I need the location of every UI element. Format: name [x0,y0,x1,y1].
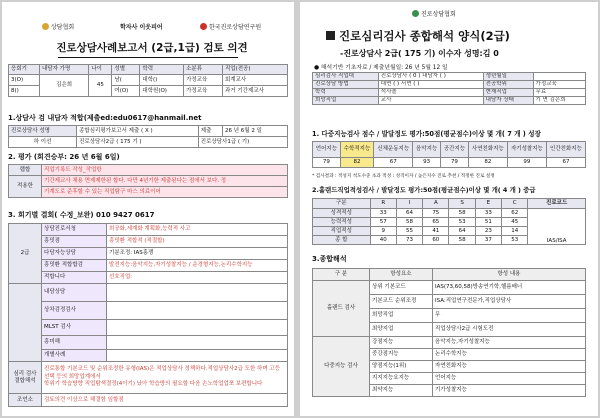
table-cell: 중강점지능 [370,349,433,361]
table-row [313,281,586,295]
table-cell: 64 [449,227,475,236]
table-cell: 상위 기본코드 [370,281,433,295]
table-cell: 65 [423,218,449,227]
title-underline [58,57,238,58]
table-cell: 학력 [313,89,379,97]
table-cell: 하 이선 [9,137,77,148]
table-cell: 진로통합 기본코드 및 순위조정한 유형(IAS)은 적업상담사 정책하다.적업상담사2급 도한 하며 고등선택 등의 희망업계에서 학위기 학습방향 직업탐색결정(4이기) 났아 학습방의 필요할 다음 손노학업업쪼 보편합니다 [42,362,288,394]
table-cell: 생년월일 [483,73,533,81]
table-row [313,269,586,281]
logo-partner: 학자사 이웃피어 [120,24,163,31]
section-3-heading: 3. 희기별 결회( 수정_보완) 010 9427 0617 [8,211,155,219]
table-row [9,65,288,75]
table-cell: 26 년 6월 2 일 [222,126,287,137]
table-cell: 14 [502,227,528,236]
table-cell: 흥밋환 적합합검 [42,260,107,272]
table-cell: 소분류 [184,65,223,75]
table-cell: 33 [475,209,501,218]
table-row [313,209,586,218]
table-cell: 53 [502,236,528,245]
summary-section-heading: 3.종합해석 [312,255,347,263]
table-cell: 대학원(O) [140,86,184,97]
section-1-heading: 1.상담사 검 내담자 적합(제출ed:edu0617@hanmail.net [8,114,202,122]
table-cell: 강점지능 [370,337,433,349]
table-cell: 93 [413,158,441,168]
table-row [313,142,586,158]
section-2-heading: 2. 평가 (희견승부: 26 년 6월 6일) [8,153,120,161]
multiple-intelligence-table [312,141,586,168]
table-cell: 전공학위 [483,81,533,89]
table-row [9,362,288,394]
table-cell: 성격적성 [313,209,371,218]
table-cell: 82 [468,158,507,168]
table-cell: 희망직업 [313,97,379,105]
table-cell: 항성요소 [370,269,433,281]
table-cell: 진로상담사 ( 0 ) 내담자 ( ) [378,73,483,81]
table-cell: 상차검정검사 [42,302,107,320]
table-cell: 랩합 [9,165,42,176]
table-cell: 현재직업 [483,89,533,97]
holland-table [312,198,586,245]
table-cell: 희망직업 [370,309,433,323]
table-row [313,97,586,105]
table-cell: 회계교사 [222,75,287,86]
table-cell: C [502,199,528,209]
logo-mark-icon [42,23,49,30]
table-cell: 58 [449,209,475,218]
table-cell: 40 [370,236,396,245]
table-cell: 자기성찰지능 [507,142,546,158]
table-row [9,137,288,148]
table-row [313,81,586,89]
table-cell: 자연친화지능 [433,361,586,373]
table-row [9,224,288,236]
table-cell: 진로상담사2급 ( 175 기 ) [77,137,199,148]
table-cell: IAS(73,60,58)방송연기학,헬름배너 [433,281,586,295]
table-cell: 가정교육 [184,86,223,97]
table-cell: 기 면 김은희 [533,97,586,105]
table-cell: 기분조정: IAS홍쟁 [107,248,288,260]
table-cell: 82 [340,158,373,168]
table-cell: 구분 [313,199,371,209]
table-row [9,350,288,362]
mi-note: * 검사결과 : 적성지 척도수준 초과 적성 : 성격이자 / 높은지수 진로 추천 / 적정한 진로 설정 [312,174,495,179]
table-cell: E [475,199,501,209]
table-cell: 직업상담사2급 시험도전 [433,323,586,337]
table-cell: 67 [374,158,413,168]
table-cell: ISA:직업연구전문가,직업상담사 [433,295,586,309]
table-cell: 다담자능상담 [42,248,107,260]
table-cell: 개별사례 [42,350,107,362]
mi-section-heading: 1. 다중지능검사 점수 / 발달정도 평가:50점(평균점수)이상 몇 개( 7 개 ) 성장 [312,130,541,138]
table-cell: 대학() [140,75,184,86]
table-cell: 발전지능:음악지능,자기성찰지능 / 운경형지능,논리수학지능 [107,260,288,272]
table-cell: 논리수학지능 [433,349,586,361]
table-row [9,320,288,336]
table-cell: 37 [475,236,501,245]
table-cell: 45 [89,75,112,97]
table-row [9,260,288,272]
table-cell: 가정교육 [184,75,223,86]
table-row [9,187,288,198]
table-cell: 흥미해 [42,336,107,350]
table-cell: 3(O) [9,75,40,86]
table-cell: 희공화,세계화 계획화,능력적 사고 [107,224,288,236]
table-cell: 최약지능 [370,385,433,397]
table-cell: 대면 ( ) 서면 ( ) [378,81,483,89]
table-cell: I [396,199,422,209]
table-cell: 73 [396,236,422,245]
table-cell: 양점지능(1위) [370,361,433,373]
table-cell: 2급 [9,224,42,284]
table-cell: 79 [313,158,341,168]
table-cell [9,284,42,362]
table-cell: 33 [370,209,396,218]
table-row [313,73,586,81]
table-cell [533,73,586,81]
logo-career-institute: 한국진로상담연구원 [200,22,261,31]
table-cell: 내담자 상태 [483,97,533,105]
table-cell: 적용한 [9,176,42,198]
table-cell: 진로코드 [528,199,586,209]
table-cell: MLST 검사 [42,320,107,336]
table-cell: 종 합 [313,236,371,245]
table-cell: 45 [502,218,528,227]
table-cell: 기간제교사 채용 면제제한된 합다. 다만 4년기한 제출된다는 점에서 보다. 정 [42,176,288,187]
table-cell: 99 [507,158,546,168]
table-cell: 상담진로서청 [42,224,107,236]
table-cell: 음악지능 [413,142,441,158]
table-cell: 진로상담사 성명 [9,126,77,137]
report-title: 진로상담사례보고서 (2급,1급) 검토 의견 [56,42,248,54]
table-cell: 수학적지능 [340,142,373,158]
interpretation-subtitle: -진로상담사 2급( 175 기) 이수자 성명:김 0 [340,49,499,58]
table-cell: 성별 [112,65,140,75]
table-cell [107,336,288,350]
table-cell: 62 [502,209,528,218]
table-cell: 23 [475,227,501,236]
table-row [313,158,586,168]
table-cell: 75 [423,209,449,218]
table-cell: 종합심리평가보고서 제출 ( X ) [77,126,199,137]
logo-counsel-association: 진로상담협회 [412,9,456,18]
report-page-right [300,2,598,416]
table-cell: 홀랜드 검사 [313,281,370,337]
session-detail-table [8,223,288,407]
logo-counsel-association: 상담협회 [42,22,74,31]
table-cell: 제출 [198,126,222,137]
table-cell: 능력적성 [313,218,371,227]
logo-mark-icon [200,23,207,30]
table-row [313,337,586,349]
table-cell: A [423,199,449,209]
table-cell: 무료 [533,89,586,97]
table-cell: 과거 기간제교사 [222,86,287,97]
table-cell: 사연친화지능 [468,142,507,158]
table-cell: 흥밋점 [42,236,107,248]
table-cell: 기가성찰지능 [433,385,586,397]
table-cell: 교사 [378,97,483,105]
table-cell: 41 [423,227,449,236]
table-cell: 직업기록도 작성_작업항 [42,165,288,176]
client-info-table [8,64,288,97]
table-cell [107,302,288,320]
table-cell: 심리 검사 결합해석 [9,362,42,394]
table-cell: R [370,199,396,209]
table-cell: 언어지능 [433,373,586,385]
table-cell: 조언소 [9,394,42,407]
summary-table [312,268,586,397]
table-cell: S [449,199,475,209]
table-cell: 흥밋환 적합적 (적절합) [107,236,288,248]
table-cell: 8() [9,86,40,97]
table-cell [107,320,288,336]
table-row [9,165,288,176]
table-cell: 직업(전공) [222,65,287,75]
interpretation-title: 진로심리검사 종합해석 양식(2급) [326,28,510,44]
evaluation-table [8,164,288,198]
table-cell: 진로상담사1급 ( 기) [198,137,287,148]
table-row [313,89,586,97]
table-cell: 진로상담 방법 [313,81,379,89]
table-row [9,126,288,137]
table-cell: 기본코드 순위조정 [370,295,433,309]
table-cell: 51 [475,218,501,227]
table-cell: 가정교육 [533,81,586,89]
table-row [9,284,288,302]
table-cell [107,284,288,302]
table-cell: 구 분 [313,269,370,281]
table-cell: 다중지능 검사 [313,337,370,397]
table-cell: 남( [112,75,140,86]
table-cell: 58 [449,236,475,245]
table-cell: 여(O) [112,86,140,97]
table-row [9,236,288,248]
table-cell: 학력 [140,65,184,75]
table-row [9,248,288,260]
table-cell: 항성 내용 [433,269,586,281]
report-page-left [2,2,294,416]
client-basis-table [312,72,586,105]
table-cell: 55 [396,227,422,236]
table-cell: 음악지능,자기성찰지능 [433,337,586,349]
table-cell: 53 [449,218,475,227]
holland-section-heading: 2.홀랜드직업적성검사 / 발달정도 평가:50점(평균점수)이상 몇 개( 4 개 ) 중급 [312,186,536,194]
table-cell: 응회기 [9,65,40,75]
table-cell: 공간지능 [441,142,469,158]
table-cell: 나이 [89,65,112,75]
table-row [9,176,288,187]
table-row [9,394,288,407]
basis-info: ● 해석기반 기초자료 / 제출년월일: 26 년 5월 12 일 [314,65,448,71]
table-cell: 57 [370,218,396,227]
table-cell: IAS/ISA [528,209,586,245]
square-bullet-icon [326,31,335,40]
table-row [9,272,288,284]
table-cell: 인간친화지능 [546,142,585,158]
table-cell: 9 [370,227,396,236]
table-cell: 79 [441,158,469,168]
table-row [9,336,288,350]
table-cell: 직업적성 [313,227,371,236]
table-cell: 신체운동지능 [374,142,413,158]
table-cell: 기계도로 준후할 수 있는 직업탐구 마스 의료이어 [42,187,288,198]
table-row [9,302,288,320]
table-cell: 최양지업 [370,323,433,337]
application-table [8,125,288,148]
table-cell: 지지지능요지능 [370,373,433,385]
table-cell: 언어지능 [313,142,341,158]
table-cell: 무 [433,309,586,323]
table-cell: 60 [423,236,449,245]
table-cell: 적합니다 [42,272,107,284]
logo-mark-icon [412,10,419,17]
table-cell: 내담상담 [42,284,107,302]
table-cell: 김은희 [39,75,88,97]
table-row [9,75,288,86]
table-cell: 64 [396,209,422,218]
table-cell: 검토의견 이상으로 해결함 임할점 [42,394,288,407]
table-cell: 58 [396,218,422,227]
table-cell: 내담자 가명 [39,65,88,75]
table-row [313,199,586,209]
table-cell: 67 [546,158,585,168]
table-cell: 선호직업: [107,272,288,284]
table-cell [107,350,288,362]
table-cell: 심리검사 직업대 [313,73,379,81]
table-cell: 석사졸 [378,89,483,97]
